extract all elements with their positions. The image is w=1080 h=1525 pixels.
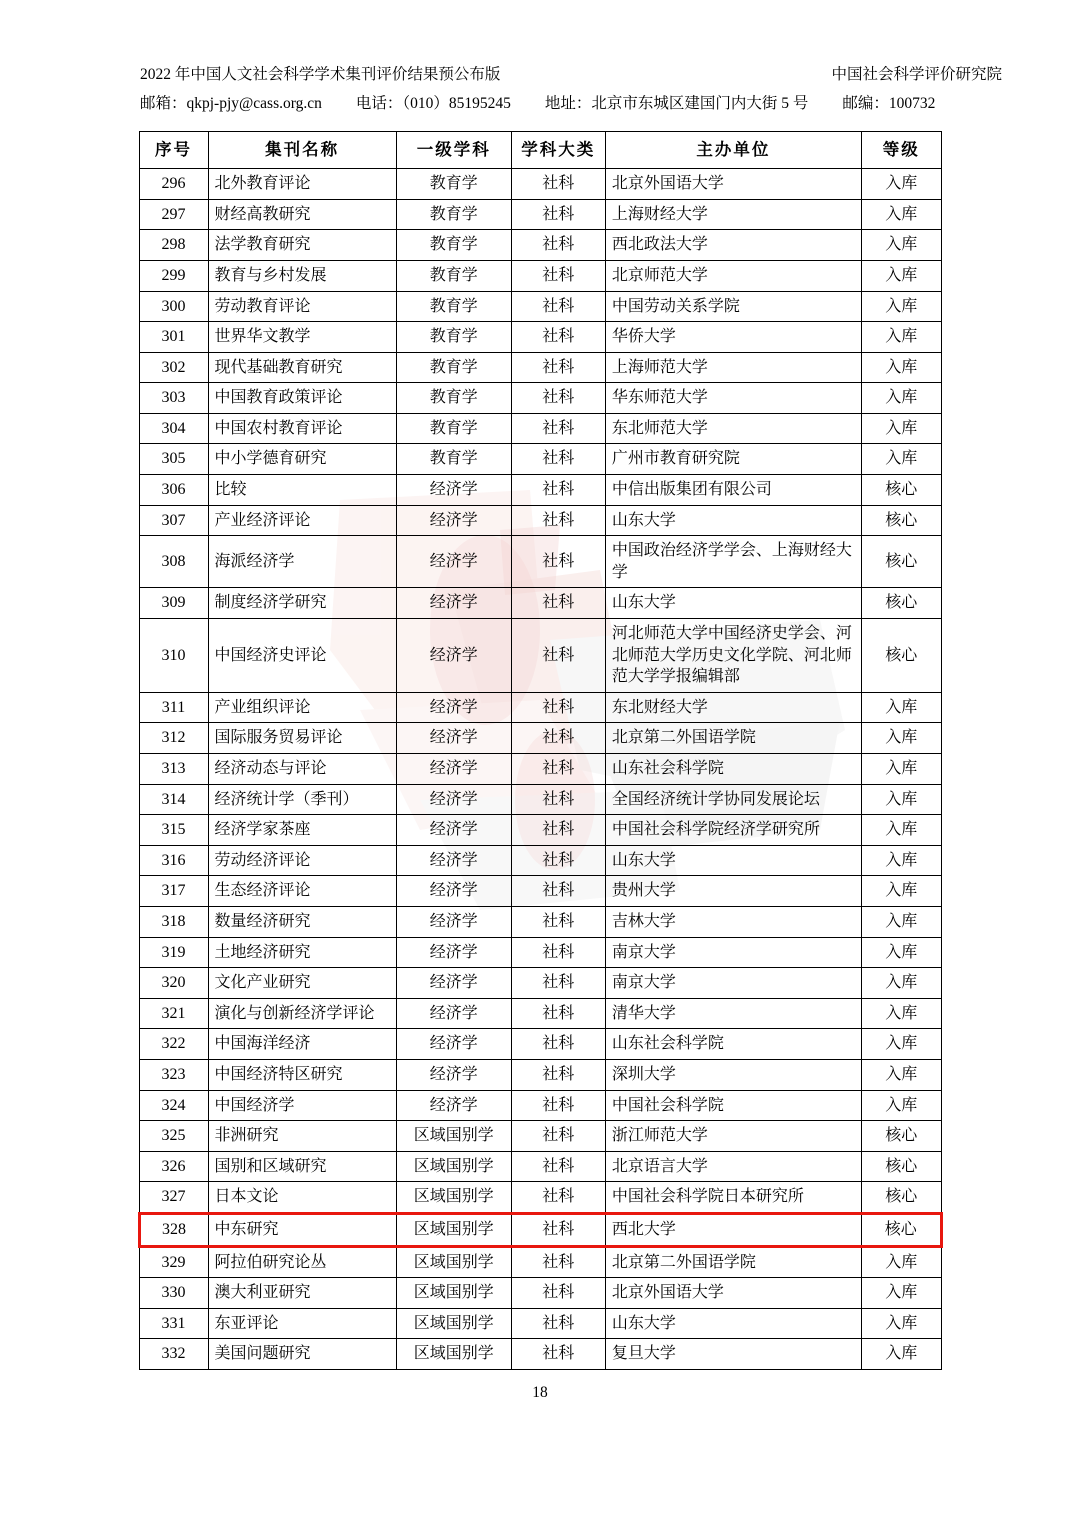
cell-discipline: 经济学: [396, 815, 511, 846]
cell-grade: 入库: [861, 260, 941, 291]
cell-grade: 入库: [861, 1246, 941, 1278]
cell-journal-name: 产业组织评论: [208, 692, 396, 723]
cell-category: 社科: [511, 1182, 605, 1214]
cell-category: 社科: [511, 784, 605, 815]
column-header-grade: 等级: [861, 131, 941, 168]
cell-discipline: 经济学: [396, 692, 511, 723]
cell-category: 社科: [511, 444, 605, 475]
cell-journal-name: 世界华文教学: [208, 322, 396, 353]
cell-grade: 入库: [861, 230, 941, 261]
phone-label: 电话：（010）85195245: [355, 95, 511, 113]
cell-no: 297: [139, 199, 208, 230]
table-row: [139, 1246, 941, 1278]
cell-organizer: 中国社会科学院日本研究所: [605, 1182, 861, 1214]
cell-no: 330: [139, 1278, 208, 1309]
cell-grade: 入库: [861, 1029, 941, 1060]
cell-grade: 入库: [861, 1339, 941, 1370]
cell-grade: 入库: [861, 968, 941, 999]
table-row: [139, 1151, 941, 1182]
cell-category: 社科: [511, 1090, 605, 1121]
cell-no: 327: [139, 1182, 208, 1214]
table-row: [139, 876, 941, 907]
cell-no: 332: [139, 1339, 208, 1370]
cell-organizer: 中国政治经济学学会、上海财经大学: [605, 536, 861, 588]
table-row: [139, 1182, 941, 1214]
cell-no: 301: [139, 322, 208, 353]
page-number: 18: [532, 1383, 548, 1401]
cell-discipline: 区域国别学: [396, 1278, 511, 1309]
cell-journal-name: 美国问题研究: [208, 1339, 396, 1370]
cell-discipline: 教育学: [396, 322, 511, 353]
table-row: [139, 998, 941, 1029]
cell-journal-name: 中小学德育研究: [208, 444, 396, 475]
cell-category: 社科: [511, 845, 605, 876]
cell-journal-name: 中国经济史评论: [208, 619, 396, 693]
cell-category: 社科: [511, 1278, 605, 1309]
cell-no: 308: [139, 536, 208, 588]
cell-category: 社科: [511, 199, 605, 230]
table-row: [139, 1029, 941, 1060]
cell-grade: 入库: [861, 906, 941, 937]
cell-grade: 核心: [861, 588, 941, 619]
institute-name: 中国社会科学评价研究院: [831, 66, 1002, 83]
cell-journal-name: 演化与创新经济学评论: [208, 998, 396, 1029]
cell-discipline: 经济学: [396, 588, 511, 619]
cell-discipline: 区域国别学: [396, 1151, 511, 1182]
cell-discipline: 教育学: [396, 260, 511, 291]
cell-category: 社科: [511, 876, 605, 907]
cell-organizer: 北京师范大学: [605, 260, 861, 291]
table-row: [139, 937, 941, 968]
cell-organizer: 河北师范大学中国经济史学会、河北师范大学历史文化学院、河北师范大学学报编辑部: [605, 619, 861, 693]
table-row: [139, 475, 941, 506]
document-title: 2022 年中国人文社会科学学术集刊评价结果预公布版: [140, 66, 501, 83]
table-row: [139, 413, 941, 444]
cell-discipline: 区域国别学: [396, 1182, 511, 1214]
cell-discipline: 教育学: [396, 199, 511, 230]
postcode-label: 邮编：100732: [842, 95, 936, 113]
cell-category: 社科: [511, 291, 605, 322]
column-header-discipline: 一级学科: [396, 131, 511, 168]
cell-discipline: 教育学: [396, 413, 511, 444]
cell-organizer: 中信出版集团有限公司: [605, 475, 861, 506]
cell-category: 社科: [511, 1059, 605, 1090]
cell-grade: 入库: [861, 998, 941, 1029]
cell-journal-name: 劳动教育评论: [208, 291, 396, 322]
cell-organizer: 北京第二外国语学院: [605, 1246, 861, 1278]
cell-discipline: 经济学: [396, 937, 511, 968]
cell-journal-name: 生态经济评论: [208, 876, 396, 907]
cell-organizer: 吉林大学: [605, 906, 861, 937]
cell-discipline: 经济学: [396, 505, 511, 536]
cell-category: 社科: [511, 230, 605, 261]
cell-journal-name: 澳大利亚研究: [208, 1278, 396, 1309]
column-header-category: 学科大类: [511, 131, 605, 168]
address-label: 地址：北京市东城区建国门内大街 5 号: [544, 95, 809, 113]
cell-grade: 核心: [861, 505, 941, 536]
cell-grade: 入库: [861, 876, 941, 907]
cell-no: 319: [139, 937, 208, 968]
cell-journal-name: 产业经济评论: [208, 505, 396, 536]
cell-grade: 入库: [861, 1308, 941, 1339]
cell-journal-name: 比较: [208, 475, 396, 506]
cell-organizer: 中国劳动关系学院: [605, 291, 861, 322]
column-header-name: 集刊名称: [208, 131, 396, 168]
cell-category: 社科: [511, 815, 605, 846]
cell-organizer: 华侨大学: [605, 322, 861, 353]
cell-no: 315: [139, 815, 208, 846]
column-header-no: 序号: [139, 131, 208, 168]
cell-organizer: 中国社会科学院: [605, 1090, 861, 1121]
cell-category: 社科: [511, 1308, 605, 1339]
cell-category: 社科: [511, 754, 605, 785]
table-row: [139, 505, 941, 536]
cell-organizer: 东北财经大学: [605, 692, 861, 723]
cell-no: 317: [139, 876, 208, 907]
cell-organizer: 山东大学: [605, 845, 861, 876]
cell-no: 304: [139, 413, 208, 444]
cell-journal-name: 财经高教研究: [208, 199, 396, 230]
cell-category: 社科: [511, 1339, 605, 1370]
cell-category: 社科: [511, 413, 605, 444]
cell-organizer: 山东社会科学院: [605, 754, 861, 785]
cell-no: 303: [139, 383, 208, 414]
cell-no: 311: [139, 692, 208, 723]
cell-category: 社科: [511, 619, 605, 693]
cell-journal-name: 中东研究: [208, 1213, 396, 1246]
table-row: [139, 815, 941, 846]
cell-discipline: 教育学: [396, 169, 511, 200]
cell-organizer: 中国社会科学院经济学研究所: [605, 815, 861, 846]
cell-no: 320: [139, 968, 208, 999]
cell-no: 305: [139, 444, 208, 475]
cell-discipline: 经济学: [396, 754, 511, 785]
cell-discipline: 区域国别学: [396, 1246, 511, 1278]
cell-organizer: 浙江师范大学: [605, 1121, 861, 1152]
cell-grade: 核心: [861, 1151, 941, 1182]
cell-grade: 核心: [861, 1182, 941, 1214]
cell-category: 社科: [511, 536, 605, 588]
cell-category: 社科: [511, 383, 605, 414]
cell-grade: 入库: [861, 444, 941, 475]
cell-organizer: 西北政法大学: [605, 230, 861, 261]
cell-journal-name: 北外教育评论: [208, 169, 396, 200]
cell-journal-name: 教育与乡村发展: [208, 260, 396, 291]
cell-no: 307: [139, 505, 208, 536]
table-row: [139, 845, 941, 876]
cell-organizer: 清华大学: [605, 998, 861, 1029]
cell-organizer: 上海财经大学: [605, 199, 861, 230]
table-row: [139, 1090, 941, 1121]
cell-discipline: 经济学: [396, 906, 511, 937]
cell-organizer: 华东师范大学: [605, 383, 861, 414]
cell-category: 社科: [511, 505, 605, 536]
cell-organizer: 复旦大学: [605, 1339, 861, 1370]
cell-discipline: 经济学: [396, 723, 511, 754]
cell-grade: 入库: [861, 413, 941, 444]
cell-no: 322: [139, 1029, 208, 1060]
table-row: [139, 230, 941, 261]
cell-organizer: 北京外国语大学: [605, 1278, 861, 1309]
table-row: [139, 968, 941, 999]
cell-organizer: 贵州大学: [605, 876, 861, 907]
cell-discipline: 教育学: [396, 291, 511, 322]
cell-organizer: 广州市教育研究院: [605, 444, 861, 475]
cell-category: 社科: [511, 322, 605, 353]
table-row: [139, 754, 941, 785]
cell-grade: 入库: [861, 383, 941, 414]
table-row: [139, 1278, 941, 1309]
cell-journal-name: 文化产业研究: [208, 968, 396, 999]
cell-journal-name: 中国农村教育评论: [208, 413, 396, 444]
cell-category: 社科: [511, 692, 605, 723]
cell-discipline: 经济学: [396, 1029, 511, 1060]
cell-organizer: 西北大学: [605, 1213, 861, 1246]
cell-no: 306: [139, 475, 208, 506]
cell-discipline: 教育学: [396, 230, 511, 261]
cell-category: 社科: [511, 588, 605, 619]
table-row: [139, 906, 941, 937]
cell-no: 325: [139, 1121, 208, 1152]
cell-grade: 入库: [861, 815, 941, 846]
cell-journal-name: 土地经济研究: [208, 937, 396, 968]
cell-grade: 入库: [861, 199, 941, 230]
table-header-row: [139, 131, 941, 168]
cell-organizer: 南京大学: [605, 968, 861, 999]
cell-discipline: 区域国别学: [396, 1213, 511, 1246]
table-row: [139, 588, 941, 619]
cell-organizer: 北京外国语大学: [605, 169, 861, 200]
cell-category: 社科: [511, 968, 605, 999]
header-top-row: [140, 60, 1002, 89]
cell-no: 296: [139, 169, 208, 200]
cell-journal-name: 数量经济研究: [208, 906, 396, 937]
cell-no: 298: [139, 230, 208, 261]
cell-no: 309: [139, 588, 208, 619]
cell-discipline: 经济学: [396, 619, 511, 693]
cell-discipline: 经济学: [396, 876, 511, 907]
cell-category: 社科: [511, 998, 605, 1029]
table-row: [139, 199, 941, 230]
table-row: [139, 536, 941, 588]
email-label: 邮箱：qkpj-pjy@cass.org.cn: [140, 95, 322, 113]
table-row: [139, 1339, 941, 1370]
journal-table-container: [138, 131, 943, 1370]
page-header: [0, 0, 1080, 119]
cell-no: 326: [139, 1151, 208, 1182]
cell-organizer: 上海师范大学: [605, 352, 861, 383]
cell-grade: 入库: [861, 322, 941, 353]
cell-discipline: 经济学: [396, 1090, 511, 1121]
cell-journal-name: 阿拉伯研究论丛: [208, 1246, 396, 1278]
table-row: [139, 1121, 941, 1152]
table-row: [139, 784, 941, 815]
cell-grade: 入库: [861, 169, 941, 200]
cell-no: 328: [139, 1213, 208, 1246]
cell-no: 323: [139, 1059, 208, 1090]
cell-discipline: 教育学: [396, 444, 511, 475]
cell-grade: 核心: [861, 1121, 941, 1152]
table-header: [139, 131, 941, 168]
cell-category: 社科: [511, 723, 605, 754]
cell-journal-name: 经济动态与评论: [208, 754, 396, 785]
cell-discipline: 经济学: [396, 536, 511, 588]
cell-discipline: 经济学: [396, 1059, 511, 1090]
cell-category: 社科: [511, 169, 605, 200]
cell-no: 300: [139, 291, 208, 322]
cell-organizer: 山东社会科学院: [605, 1029, 861, 1060]
cell-organizer: 深圳大学: [605, 1059, 861, 1090]
table-row: [139, 1213, 941, 1246]
cell-discipline: 教育学: [396, 383, 511, 414]
cell-no: 318: [139, 906, 208, 937]
cell-organizer: 北京第二外国语学院: [605, 723, 861, 754]
cell-journal-name: 国际服务贸易评论: [208, 723, 396, 754]
cell-organizer: 山东大学: [605, 588, 861, 619]
cell-category: 社科: [511, 906, 605, 937]
cell-no: 316: [139, 845, 208, 876]
cell-grade: 入库: [861, 352, 941, 383]
table-row: [139, 383, 941, 414]
cell-category: 社科: [511, 1213, 605, 1246]
cell-discipline: 经济学: [396, 968, 511, 999]
cell-no: 314: [139, 784, 208, 815]
journal-table: [138, 131, 943, 1370]
cell-journal-name: 东亚评论: [208, 1308, 396, 1339]
cell-category: 社科: [511, 1029, 605, 1060]
cell-discipline: 经济学: [396, 784, 511, 815]
cell-grade: 入库: [861, 937, 941, 968]
table-row: [139, 260, 941, 291]
cell-no: 313: [139, 754, 208, 785]
cell-journal-name: 海派经济学: [208, 536, 396, 588]
cell-journal-name: 现代基础教育研究: [208, 352, 396, 383]
cell-grade: 核心: [861, 475, 941, 506]
cell-grade: 入库: [861, 1059, 941, 1090]
cell-journal-name: 法学教育研究: [208, 230, 396, 261]
cell-no: 299: [139, 260, 208, 291]
cell-discipline: 区域国别学: [396, 1339, 511, 1370]
table-row: [139, 1059, 941, 1090]
cell-grade: 入库: [861, 723, 941, 754]
cell-grade: 入库: [861, 1090, 941, 1121]
table-row: [139, 444, 941, 475]
cell-grade: 入库: [861, 1278, 941, 1309]
cell-discipline: 区域国别学: [396, 1308, 511, 1339]
cell-no: 302: [139, 352, 208, 383]
cell-discipline: 教育学: [396, 352, 511, 383]
table-row: [139, 291, 941, 322]
cell-grade: 入库: [861, 754, 941, 785]
table-row: [139, 723, 941, 754]
table-body: [139, 169, 941, 1370]
cell-journal-name: 国别和区域研究: [208, 1151, 396, 1182]
cell-discipline: 经济学: [396, 475, 511, 506]
cell-discipline: 区域国别学: [396, 1121, 511, 1152]
cell-discipline: 经济学: [396, 845, 511, 876]
cell-organizer: 山东大学: [605, 1308, 861, 1339]
cell-category: 社科: [511, 1151, 605, 1182]
table-row: [139, 619, 941, 693]
cell-no: 312: [139, 723, 208, 754]
table-row: [139, 322, 941, 353]
cell-grade: 入库: [861, 784, 941, 815]
cell-no: 310: [139, 619, 208, 693]
cell-journal-name: 经济学家茶座: [208, 815, 396, 846]
cell-grade: 入库: [861, 845, 941, 876]
column-header-organizer: 主办单位: [605, 131, 861, 168]
cell-grade: 入库: [861, 291, 941, 322]
cell-category: 社科: [511, 937, 605, 968]
cell-organizer: 南京大学: [605, 937, 861, 968]
cell-category: 社科: [511, 475, 605, 506]
cell-category: 社科: [511, 1121, 605, 1152]
cell-journal-name: 中国教育政策评论: [208, 383, 396, 414]
cell-organizer: 东北师范大学: [605, 413, 861, 444]
cell-grade: 核心: [861, 619, 941, 693]
cell-journal-name: 日本文论: [208, 1182, 396, 1214]
cell-journal-name: 非洲研究: [208, 1121, 396, 1152]
cell-organizer: 山东大学: [605, 505, 861, 536]
cell-grade: 核心: [861, 1213, 941, 1246]
cell-category: 社科: [511, 260, 605, 291]
cell-grade: 入库: [861, 692, 941, 723]
cell-category: 社科: [511, 352, 605, 383]
cell-journal-name: 经济统计学（季刊）: [208, 784, 396, 815]
cell-journal-name: 中国经济学: [208, 1090, 396, 1121]
cell-journal-name: 中国经济特区研究: [208, 1059, 396, 1090]
cell-journal-name: 劳动经济评论: [208, 845, 396, 876]
cell-organizer: 北京语言大学: [605, 1151, 861, 1182]
cell-journal-name: 制度经济学研究: [208, 588, 396, 619]
cell-no: 321: [139, 998, 208, 1029]
cell-journal-name: 中国海洋经济: [208, 1029, 396, 1060]
table-row: [139, 169, 941, 200]
header-contact-row: [140, 89, 1002, 118]
cell-organizer: 全国经济统计学协同发展论坛: [605, 784, 861, 815]
cell-no: 331: [139, 1308, 208, 1339]
table-row: [139, 1308, 941, 1339]
cell-no: 324: [139, 1090, 208, 1121]
cell-category: 社科: [511, 1246, 605, 1278]
cell-no: 329: [139, 1246, 208, 1278]
cell-discipline: 经济学: [396, 998, 511, 1029]
cell-grade: 核心: [861, 536, 941, 588]
table-row: [139, 692, 941, 723]
table-row: [139, 352, 941, 383]
